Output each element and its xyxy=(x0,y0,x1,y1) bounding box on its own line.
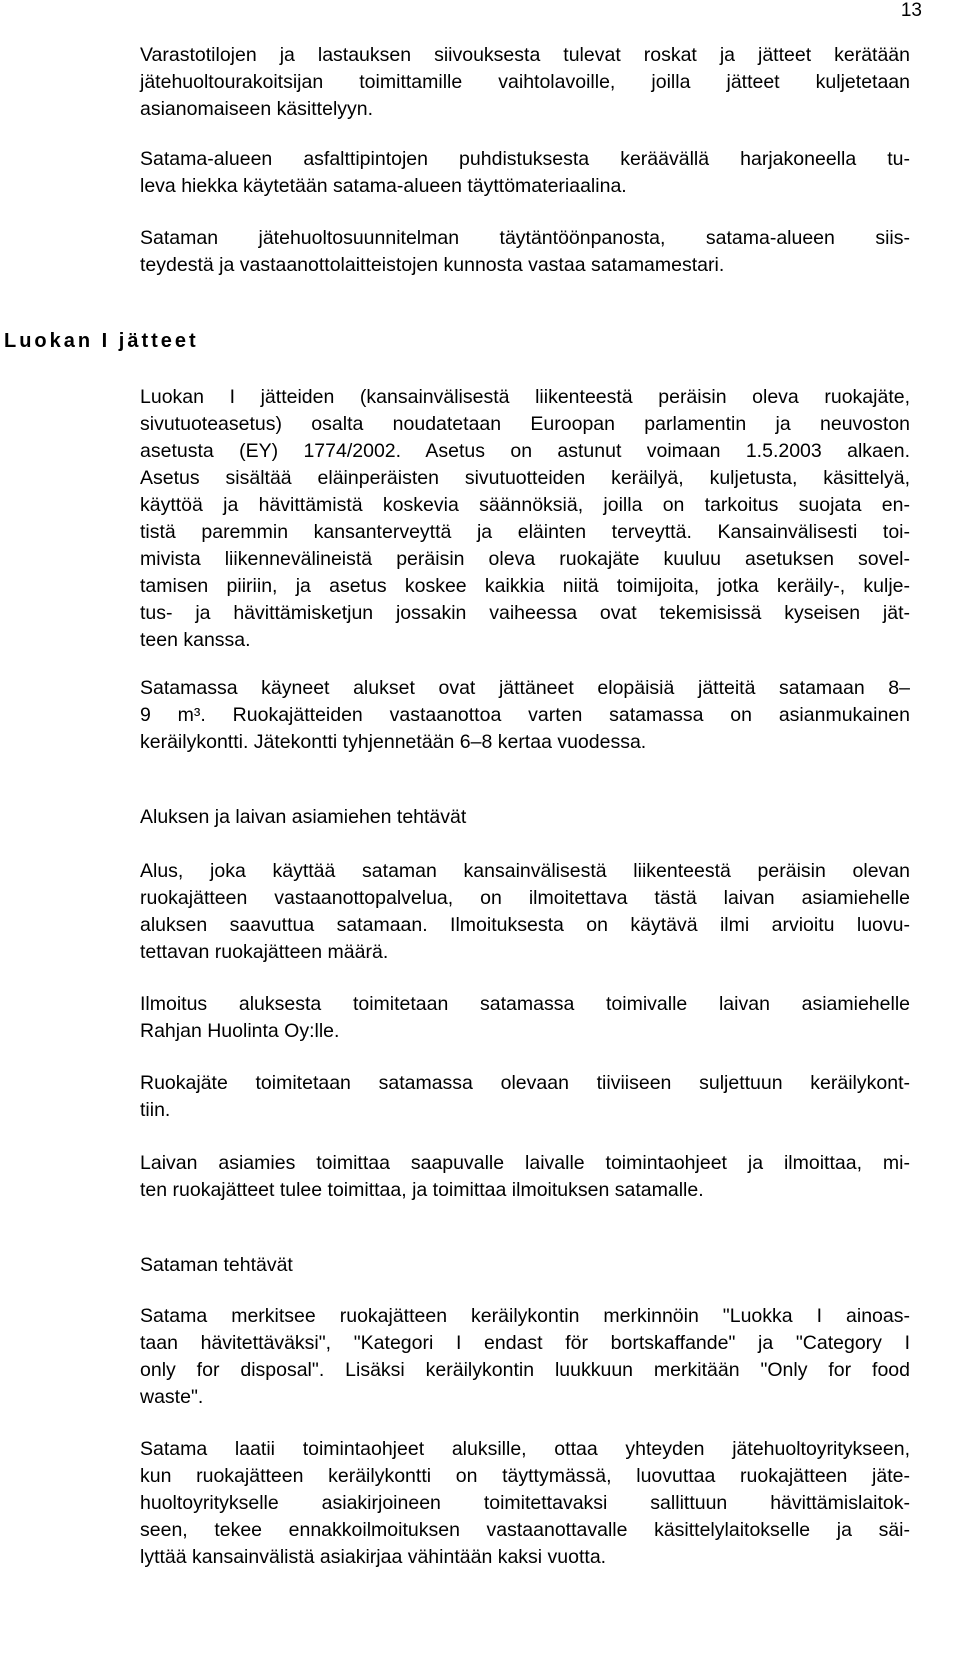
text-line: Satama merkitsee ruokajätteen keräilykontin merkinnöin "Luokka I ainoas- xyxy=(140,1305,910,1327)
text-line: Laivan asiamies toimittaa saapuvalle laivalle toimintaohjeet ja ilmoittaa, mi- xyxy=(140,1152,910,1174)
text-line: lyttää kansainvälistä asiakirjaa vähintään kaksi vuotta. xyxy=(140,1546,607,1568)
text-line: asianomaiseen käsittelyyn. xyxy=(140,98,374,120)
text-line: waste". xyxy=(140,1386,204,1408)
text-line: Alus, joka käyttää sataman kansainvälisestä liikenteestä peräisin olevan xyxy=(140,860,910,882)
text-line: Ruokajäte toimitetaan satamassa olevaan tiiviiseen suljettuun keräilykont- xyxy=(140,1072,910,1094)
text-line: sivutuoteasetus) osalta noudatetaan Euroopan parlamentin ja neuvoston xyxy=(140,413,910,435)
page-number: 13 xyxy=(900,0,922,21)
paragraph-category-one-regulation xyxy=(140,384,910,654)
text-line: keräilykontti. Jätekontti tyhjennetään 6–8 kertaa vuodessa. xyxy=(140,731,647,753)
text-line: Sataman jätehuoltosuunnitelman täytäntöönpanosta, satama-alueen siis- xyxy=(140,227,910,249)
text-line: käyttöä ja hävittämistä koskevia säännöksiä, joilla on tarkoitus suojata en- xyxy=(140,494,910,516)
text-line: tettavan ruokajätteen määrä. xyxy=(140,941,389,963)
text-line: only for disposal". Lisäksi keräilykontin luukkuun merkitään "Only for food xyxy=(140,1359,910,1381)
paragraph-waste-collection xyxy=(140,42,910,123)
text-line: taan hävitettäväksi", "Kategori I endast för bortskaffande" ja "Category I xyxy=(140,1332,910,1354)
text-line: asetusta (EY) 1774/2002. Asetus on astunut voimaan 1.5.2003 alkaen. xyxy=(140,440,910,462)
paragraph-ship-notification xyxy=(140,858,910,966)
text-line: 9 m³. Ruokajätteiden vastaanottoa varten satamassa on asianmukainen xyxy=(140,704,910,726)
paragraph-sand-reuse xyxy=(140,146,910,200)
text-line: teen kanssa. xyxy=(140,629,251,651)
paragraph-waste-volume xyxy=(140,675,910,756)
paragraph-notification-recipient xyxy=(140,991,910,1045)
paragraph-responsibility xyxy=(140,225,910,279)
text-line: teydestä ja vastaanottolaitteistojen kunnosta vastaa satamamestari. xyxy=(140,254,725,276)
text-line: huoltoyritykselle asiakirjoineen toimitettavaksi sallittuun hävittämislaitok- xyxy=(140,1492,910,1514)
text-line: Satama laatii toimintaohjeet aluksille, ottaa yhteyden jätehuoltoyritykseen, xyxy=(140,1438,910,1460)
section-heading: Luokan I jätteet xyxy=(4,330,199,352)
text-line: Luokan I jätteiden (kansainvälisestä liikenteestä peräisin oleva ruokajäte, xyxy=(140,386,910,408)
text-line: kun ruokajätteen keräilykontti on täyttymässä, luovuttaa ruokajätteen jäte- xyxy=(140,1465,910,1487)
text-line: tamisen piiriin, ja asetus koskee kaikkia niitä toimijoita, jotka keräily-, kulje- xyxy=(140,575,910,597)
text-line: Varastotilojen ja lastauksen siivouksesta tulevat roskat ja jätteet kerätään xyxy=(140,44,910,66)
paragraph-waste-delivery xyxy=(140,1070,910,1124)
text-line: ten ruokajätteet tulee toimittaa, ja toimittaa ilmoituksen satamalle. xyxy=(140,1179,704,1201)
text-line: leva hiekka käytetään satama-alueen täyttömateriaalina. xyxy=(140,175,627,197)
paragraph-port-procedures xyxy=(140,1436,910,1571)
text-line: tistä paremmin kansanterveyttä ja eläinten terveyttä. Kansainvälisesti toi- xyxy=(140,521,910,543)
text-line: Rahjan Huolinta Oy:lle. xyxy=(140,1020,340,1042)
text-line: jätehuoltourakoitsijan toimittamille vaihtolavoille, joilla jätteet kuljetetaan xyxy=(140,71,910,93)
text-line: seen, tekee ennakkoilmoituksen vastaanottavalle käsittelylaitokselle ja säi- xyxy=(140,1519,910,1541)
text-line: ruokajätteen vastaanottopalvelua, on ilmoitettava tästä laivan asiamiehelle xyxy=(140,887,910,909)
text-line: Ilmoitus aluksesta toimitetaan satamassa toimivalle laivan asiamiehelle xyxy=(140,993,910,1015)
text-line: Asetus sisältää eläinperäisten sivutuotteiden keräilyä, kuljetusta, käsittelyä, xyxy=(140,467,910,489)
text-line: tiin. xyxy=(140,1099,171,1121)
subheading-ship-agent-duties: Aluksen ja laivan asiamiehen tehtävät xyxy=(140,806,467,828)
paragraph-container-labelling xyxy=(140,1303,910,1411)
text-line: Satamassa käyneet alukset ovat jättäneet elopäisiä jätteitä satamaan 8– xyxy=(140,677,910,699)
text-line: mivista liikennevälineistä peräisin oleva ruokajäte kuuluu asetuksen sovel- xyxy=(140,548,910,570)
subheading-port-duties: Sataman tehtävät xyxy=(140,1254,293,1276)
paragraph-agent-instructions xyxy=(140,1150,910,1204)
text-line: aluksen saavuttua satamaan. Ilmoituksesta on käytävä ilmi arvioitu luovu- xyxy=(140,914,910,936)
text-line: Satama-alueen asfalttipintojen puhdistuksesta keräävällä harjakoneella tu- xyxy=(140,148,910,170)
text-line: tus- ja hävittämisketjun jossakin vaiheessa ovat tekemisissä kyseisen jät- xyxy=(140,602,910,624)
